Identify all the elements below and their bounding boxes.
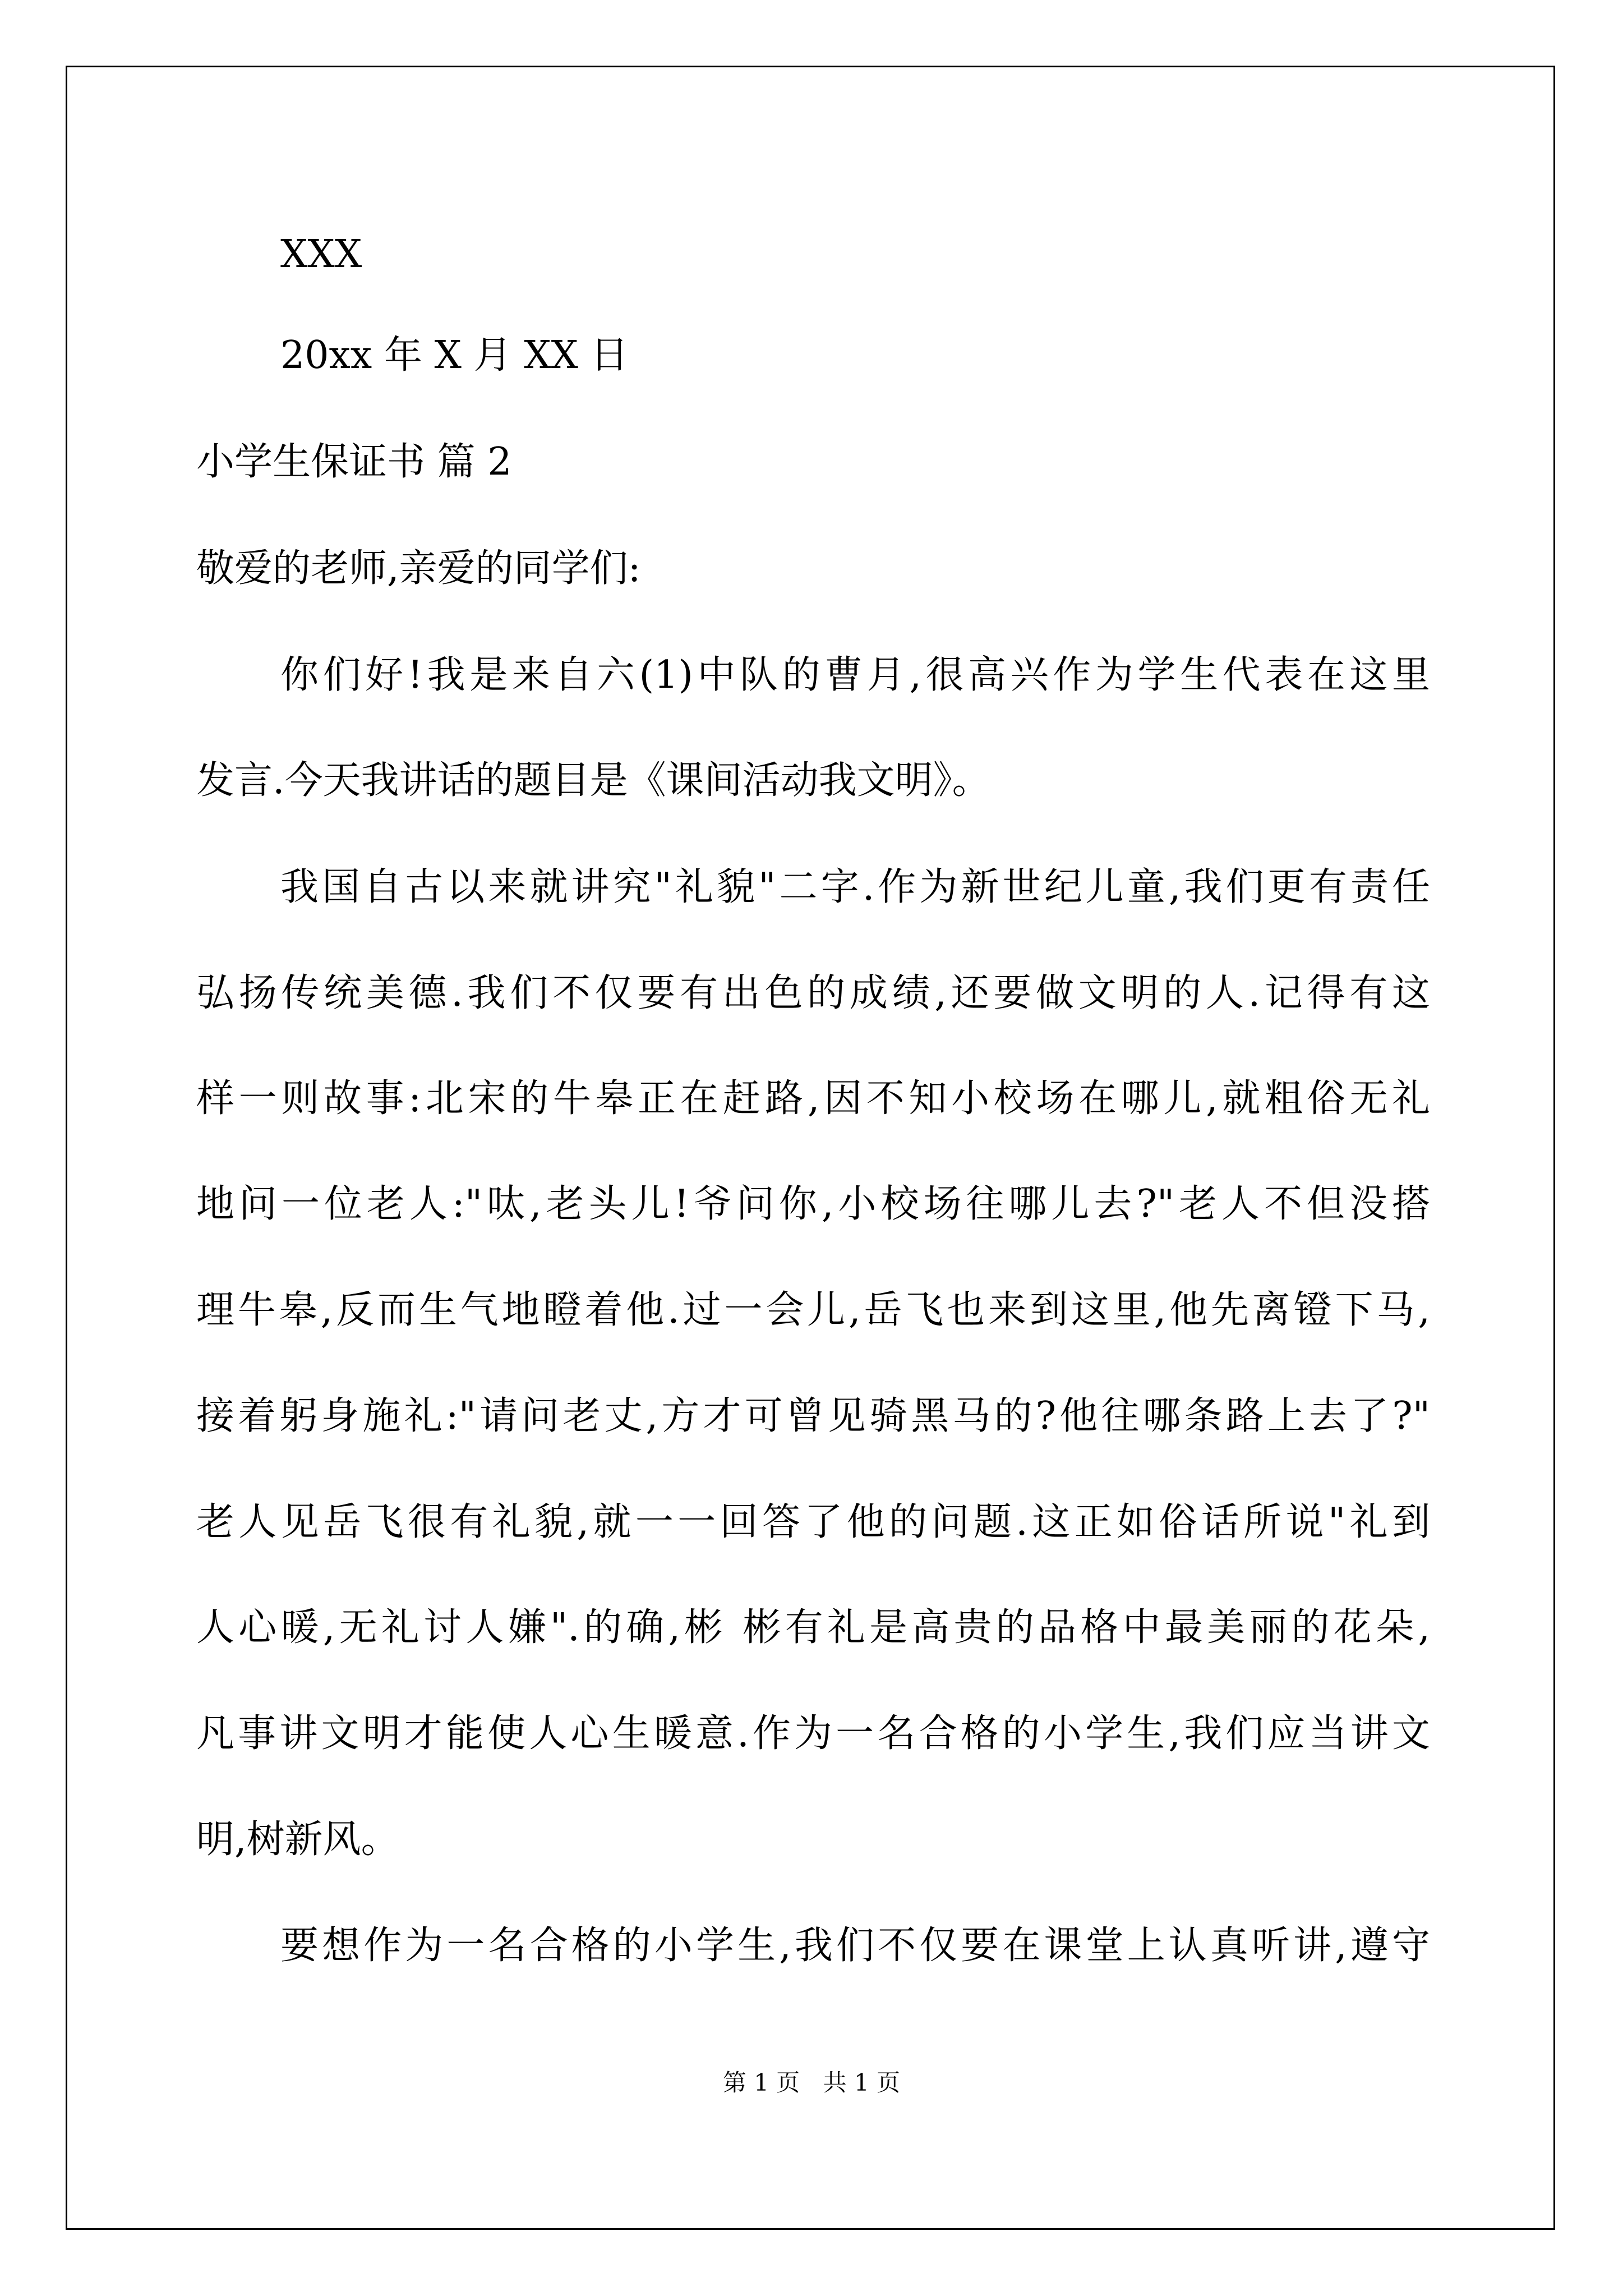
paragraph-line: 理牛皋,反而生气地瞪着他.过一会儿,岳飞也来到这里,他先离镫下马,	[196, 1288, 1430, 1332]
paragraph-line: 老人见岳飞很有礼貌,就一一回答了他的问题.这正如俗话所说"礼到	[196, 1500, 1430, 1544]
signature-date: 20xx 年 X 月 XX 日	[280, 333, 629, 378]
paragraph-line: 发言.今天我讲话的题目是《课间活动我文明》。	[196, 758, 990, 803]
paragraph-line: 地问一位老人:"呔,老头儿!爷问你,小校场往哪儿去?"老人不但没搭	[196, 1182, 1430, 1226]
paragraph-line: 人心暖,无礼讨人嫌".的确,彬 彬有礼是高贵的品格中最美丽的花朵,	[196, 1605, 1430, 1650]
section-heading: 小学生保证书 篇 2	[196, 440, 512, 484]
page-number: 第 1 页	[722, 2069, 800, 2096]
signature-name: XXX	[280, 232, 362, 277]
paragraph-line: 你们好!我是来自六(1)中队的曹月,很高兴作为学生代表在这里	[280, 653, 1430, 697]
paragraph-line: 弘扬传统美德.我们不仅要有出色的成绩,还要做文明的人.记得有这	[196, 971, 1430, 1015]
page-border	[66, 66, 1555, 2230]
page-footer	[0, 2071, 1623, 2095]
paragraph-line: 我国自古以来就讲究"礼貌"二字.作为新世纪儿童,我们更有责任	[280, 865, 1430, 909]
salutation: 敬爱的老师,亲爱的同学们:	[196, 546, 641, 591]
paragraph-line: 凡事讲文明才能使人心生暖意.作为一名合格的小学生,我们应当讲文	[196, 1711, 1430, 1756]
paragraph-line: 明,树新风。	[196, 1818, 399, 1862]
paragraph-line: 要想作为一名合格的小学生,我们不仅要在课堂上认真听讲,遵守	[280, 1924, 1430, 1968]
paragraph-line: 接着躬身施礼:"请问老丈,方才可曾见骑黑马的?他往哪条路上去了?"	[196, 1394, 1430, 1438]
paragraph-line: 样一则故事:北宋的牛皋正在赶路,因不知小校场在哪儿,就粗俗无礼	[196, 1076, 1430, 1121]
page-total: 共 1 页	[823, 2069, 901, 2096]
